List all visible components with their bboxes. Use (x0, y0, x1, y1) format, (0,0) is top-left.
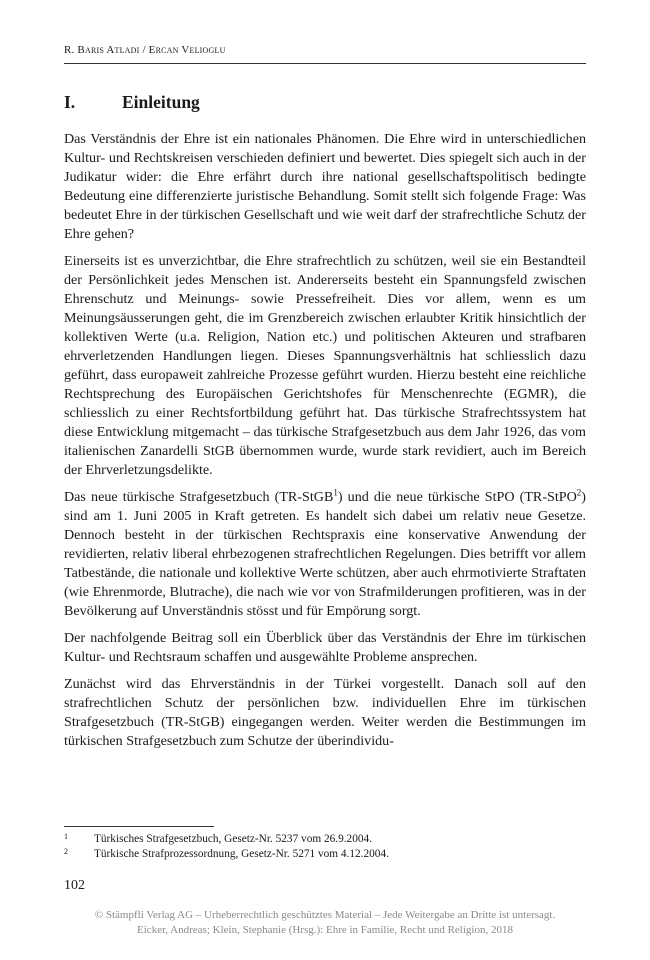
page-number: 102 (64, 878, 85, 893)
copyright-notice (0, 908, 650, 938)
footnotes (64, 832, 586, 862)
section-title: Einleitung (122, 92, 200, 112)
paragraph-1: Das Verständnis der Ehre ist ein nationales Phänomen. Die Ehre wird in unterschiedlichen Kultur- und Rechtskreisen verschieden definiert und bewertet. Dies spiegelt sich auch in der Judikatur wider: die Ehre erfährt durch ihre national gesellschaftspolitisch bedingte Bedeutung eine differenzierte juristische Behandlung. Somit stellt sich folgende Frage: Was bedeutet Ehre in der türkischen Gesellschaft und wie weit darf der strafrechtliche Schutz der Ehre gehen? (64, 131, 586, 242)
author-1-name: aris Atladi (84, 44, 140, 56)
footnote-text: Türkische Strafprozessordnung, Gesetz-Nr. 5271 vom 4.12.2004. (94, 848, 389, 860)
footnote-number: 2 (64, 847, 68, 856)
copyright-line-1: © Stämpfli Verlag AG – Urheberrechtlich geschütztes Material – Jede Weitergabe an Dritte ist untersagt. (94, 909, 556, 921)
footnote-ref-2[interactable]: 2 (576, 487, 582, 498)
body-text (64, 130, 586, 759)
footnote-2 (64, 847, 586, 862)
author-1-initial: R. B (64, 44, 85, 56)
author-2-initial: E (148, 44, 156, 56)
author-2-name: rcan Velioglu (155, 44, 226, 56)
paragraph-2: Einerseits ist es unverzichtbar, die Ehre strafrechtlich zu schützen, weil sie ein Bestandteil der Persönlichkeit jedes Menschen ist. Andererseits besteht ein Spannungsfeld zwischen Ehrenschutz und Meinungs- sowie Pressefreiheit. Dies vor allem, wenn es um Meinungsäusserungen geht, die im Grenzbereich zwischen erlaubter Kritik hinsichtlich der kollektiven Werte (u.a. Religion, Nation etc.) und politischen Akteuren und strafbaren ehrverletzenden Handlungen liegen. Dieses Spannungsverhältnis hat schliesslich dazu geführt, dass europaweit zahlreiche Prozesse geführt wurden. Hierzu besteht eine reichliche Rechtsprechung des Europäischen Gerichtshofes für Menschenrechte (EGMR), die schliesslich zu einer Rechtsfortbildung geführt hat. Das türkische Strafrechtssystem hat diese Entwicklung mitgemacht – das türkische Strafgesetzbuch aus dem Jahr 1926, das vom italienischen Zanardelli StGB übernommen wurde, wurde stark revidiert, auch im Bereich der Ehrverletzungsdelikte. (64, 253, 586, 478)
footnote-number: 1 (64, 832, 68, 841)
footnote-ref-1[interactable]: 1 (333, 487, 338, 498)
running-header (64, 44, 586, 56)
paragraph-4: Der nachfolgende Beitrag soll ein Überblick über das Verständnis der Ehre im türkischen Kultur- und Rechtsraum schaffen und ausgewählte Probleme ansprechen. (64, 630, 586, 665)
section-heading (64, 92, 200, 113)
footnote-text: Türkisches Strafgesetzbuch, Gesetz-Nr. 5237 vom 26.9.2004. (94, 833, 372, 845)
footnote-1 (64, 832, 586, 847)
footnote-divider (64, 826, 214, 827)
paragraph-3-part-a: Das neue türkische Strafgesetzbuch (TR-StGB (64, 489, 334, 505)
paragraph-3-part-b: ) und die neue türkische StPO (TR-StPO (337, 489, 577, 505)
paragraph-3 (64, 488, 586, 621)
paragraph-3-part-c: ) sind am 1. Juni 2005 in Kraft getreten. Es handelt sich dabei um relativ neue Gesetze. Dennoch besteht in der türkischen Rechtspraxis eine konservative Anwendung der revidierten, relativ liberal ehrbezogenen strafrechtlichen Regelungen. Dies betrifft vor allem Tatbestände, die nationale und kollektive Werte schützen, aber auch ehrmotivierte Straftaten (wie Ehrenmorde, Blutrache), die nach wie vor von Strafmilderungen profitieren, was in der Bevölkerung auf Unverständnis stösst und für Empörung sorgt. (64, 489, 586, 619)
section-number: I. (64, 92, 76, 112)
header-divider (64, 63, 586, 64)
copyright-line-2: Eicker, Andreas; Klein, Stephanie (Hrsg.): Ehre in Familie, Recht und Religion, 2018 (137, 924, 513, 936)
author-separator: / (139, 44, 149, 56)
paragraph-5: Zunächst wird das Ehrverständnis in der Türkei vorgestellt. Danach soll auf den strafrechtlichen Schutz der persönlichen bzw. individuellen Ehre im türkischen Strafgesetzbuch (TR-StGB) eingegangen werden. Weiter werden die Bestimmungen im türkischen Strafgesetzbuch zum Schutze der überindividu- (64, 676, 586, 749)
